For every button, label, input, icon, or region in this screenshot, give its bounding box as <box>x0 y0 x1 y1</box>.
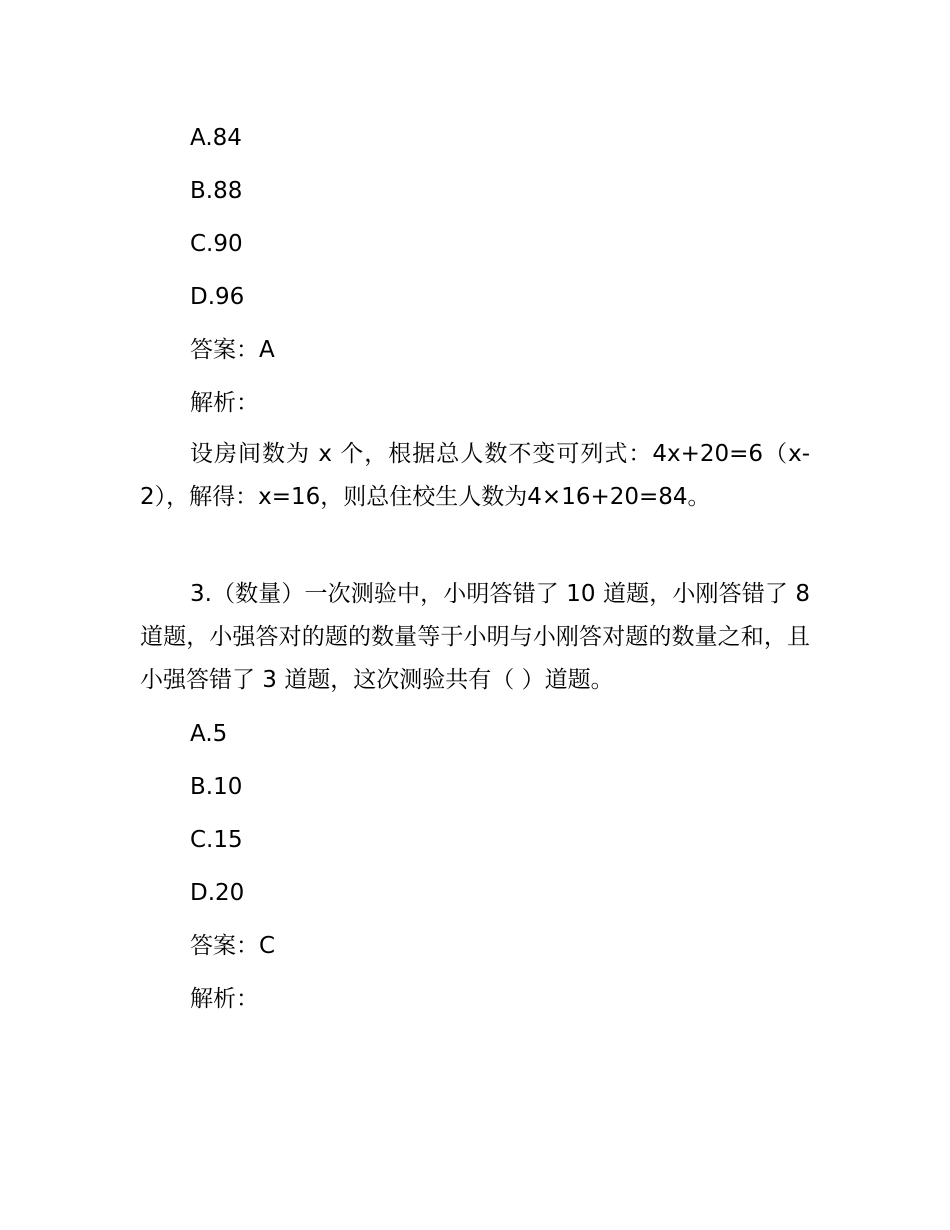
q2-answer: 答案：A <box>190 337 275 363</box>
q3-question: 3.（数量）一次测验中，小明答错了 10 道题，小刚答错了 8 道题，小强答对的题的数量等于小明与小刚答对题的数量之和，且小强答错了 3 道题，这次测验共有（ ）道题。 <box>140 581 810 693</box>
q2-analysis-text: 设房间数为 x 个，根据总人数不变可列式：4x+20=6（x-2），解得：x=16，则总住校生人数为4×16+20=84。 <box>140 441 810 510</box>
q2-option-d: D.96 <box>190 284 245 310</box>
q3-option-c: C.15 <box>190 827 243 853</box>
q3-option-d: D.20 <box>190 880 245 906</box>
q2-option-b: B.88 <box>190 178 243 204</box>
q2-analysis-label: 解析： <box>190 390 259 416</box>
q3-option-a: A.5 <box>190 721 228 747</box>
q3-answer: 答案：C <box>190 933 276 959</box>
q2-option-a: A.84 <box>190 125 242 151</box>
q3-analysis-label: 解析： <box>190 986 259 1012</box>
q3-option-b: B.10 <box>190 774 243 800</box>
q2-option-c: C.90 <box>190 231 243 257</box>
